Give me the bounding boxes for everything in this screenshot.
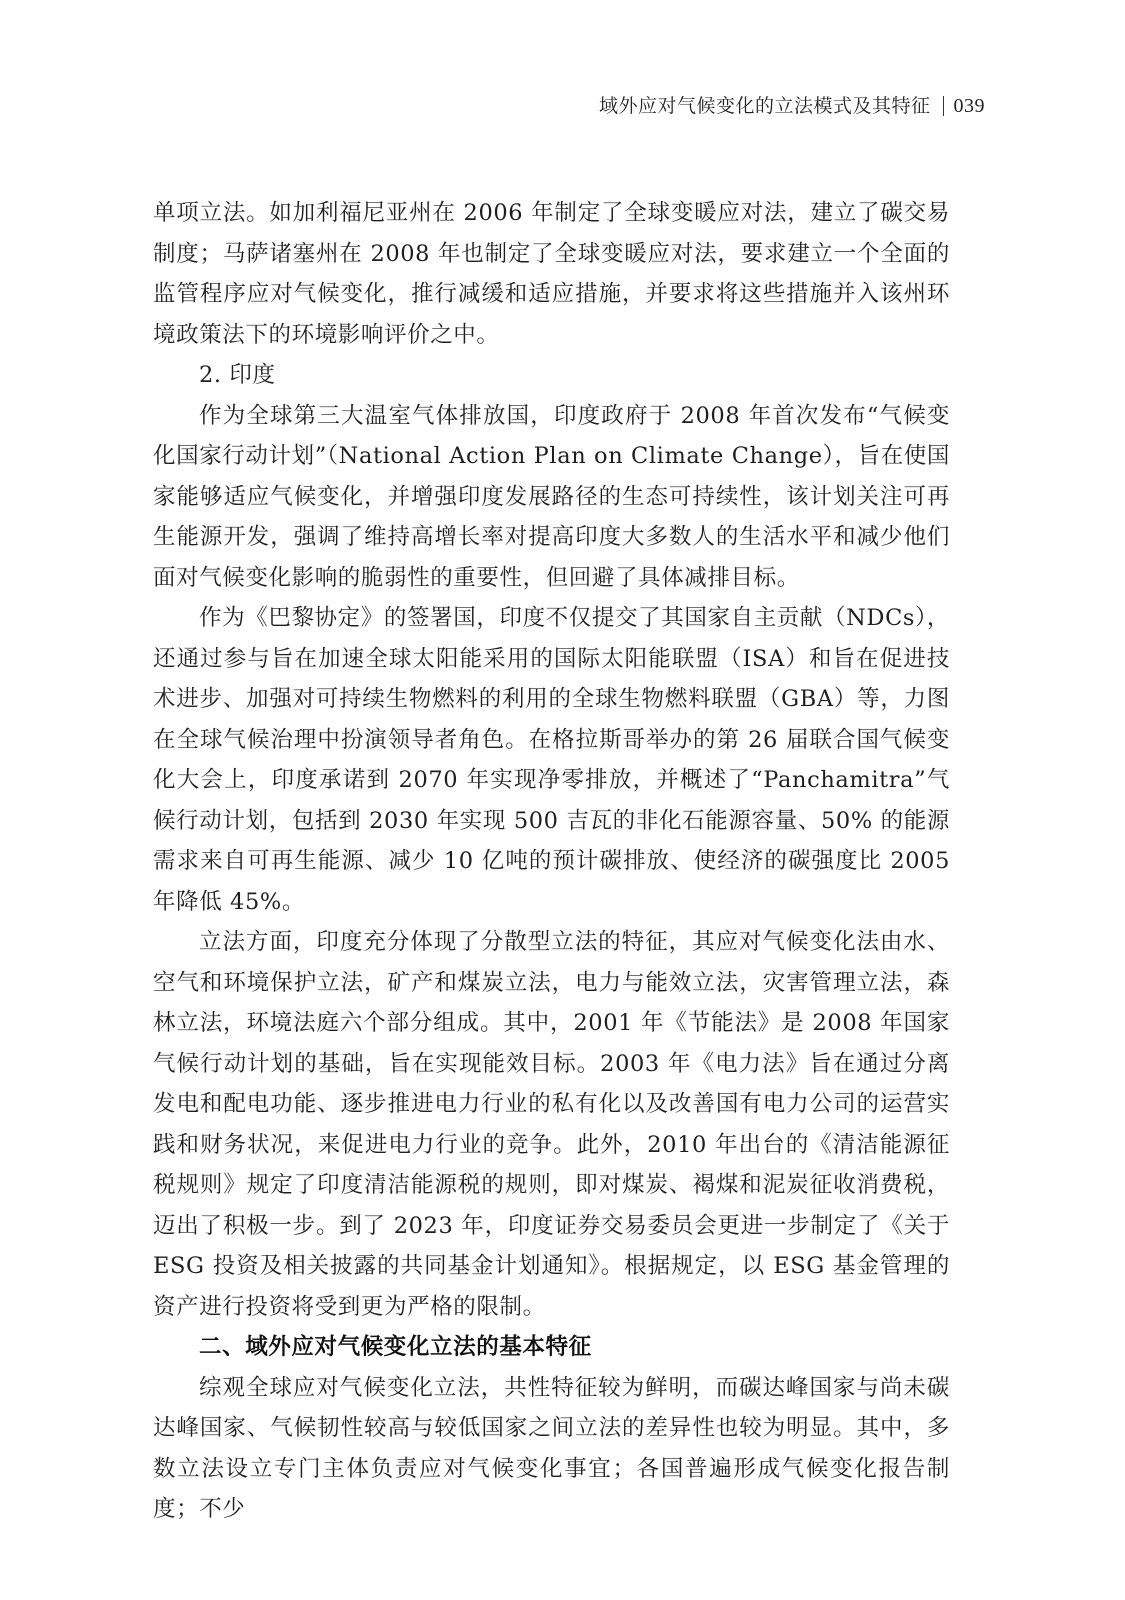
running-header (599, 96, 985, 116)
page-number: 039 (953, 95, 985, 117)
page-body (153, 193, 950, 1530)
paragraph-basic-features: 综观全球应对气候变化立法，共性特征较为鲜明，而碳达峰国家与尚未碳达峰国家、气候韧性较高与较低国家之间立法的差异性也较为明显。其中，多数立法设立专门主体负责应对气候变化事宜；各国普遍形成气候变化报告制度；不少 (153, 1374, 950, 1522)
running-header-title: 域外应对气候变化的立法模式及其特征 (598, 94, 931, 117)
section-heading: 二、域外应对气候变化立法的基本特征 (199, 1334, 592, 1360)
header-separator (943, 96, 944, 116)
paragraph-continuation: 单项立法。如加利福尼亚州在 2006 年制定了全球变暖应对法，建立了碳交易制度；马萨诸塞州在 2008 年也制定了全球变暖应对法，要求建立一个全面的监管程序应对气候变化，推行减缓和适应措施，并要求将这些措施并入该州环境政策法下的环境影响评价之中。 (153, 200, 950, 348)
paragraph-india-action-plan: 作为全球第三大温室气体排放国，印度政府于 2008 年首次发布“气候变化国家行动计划”（National Action Plan on Climate Change），旨在使国家能够适应气候变化，并增强印度发展路径的生态可持续性，该计划关注可再生能源开发，强调了维持高增长率对提高印度大多数人的生活水平和减少他们面对气候变化影响的脆弱性的重要性，但回避了具体减排目标。 (153, 402, 950, 591)
paragraph-india-paris-agreement: 作为《巴黎协定》的签署国，印度不仅提交了其国家自主贡献（NDCs），还通过参与旨在加速全球太阳能采用的国际太阳能联盟（ISA）和旨在促进技术进步、加强对可持续生物燃料的利用的全球生物燃料联盟（GBA）等，力图在全球气候治理中扮演领导者角色。在格拉斯哥举办的第 26 届联合国气候变化大会上，印度承诺到 2070 年实现净零排放，并概述了“Panchamitra”气候行动计划，包括到 2030 年实现 500 吉瓦的非化石能源容量、50% 的能源需求来自可再生能源、减少 10 亿吨的预计碳排放、使经济的碳强度比 2005 年降低 45%。 (153, 605, 950, 915)
subheading-india: 2. 印度 (199, 362, 276, 388)
paragraph-india-legislation: 立法方面，印度充分体现了分散型立法的特征，其应对气候变化法由水、空气和环境保护立法，矿产和煤炭立法，电力与能效立法，灾害管理立法，森林立法，环境法庭六个部分组成。其中，2001 年《节能法》是 2008 年国家气候行动计划的基础，旨在实现能效目标。2003 年《电力法》旨在通过分离发电和配电功能、逐步推进电力行业的私有化以及改善国有电力公司的运营实践和财务状况，来促进电力行业的竞争。此外，2010 年出台的《清洁能源征税规则》规定了印度清洁能源税的规则，即对煤炭、褐煤和泥炭征收消费税，迈出了积极一步。到了 2023 年，印度证券交易委员会更进一步制定了《关于 ESG 投资及相关披露的共同基金计划通知》。根据规定，以 ESG 基金管理的资产进行投资将受到更为严格的限制。 (153, 929, 950, 1320)
